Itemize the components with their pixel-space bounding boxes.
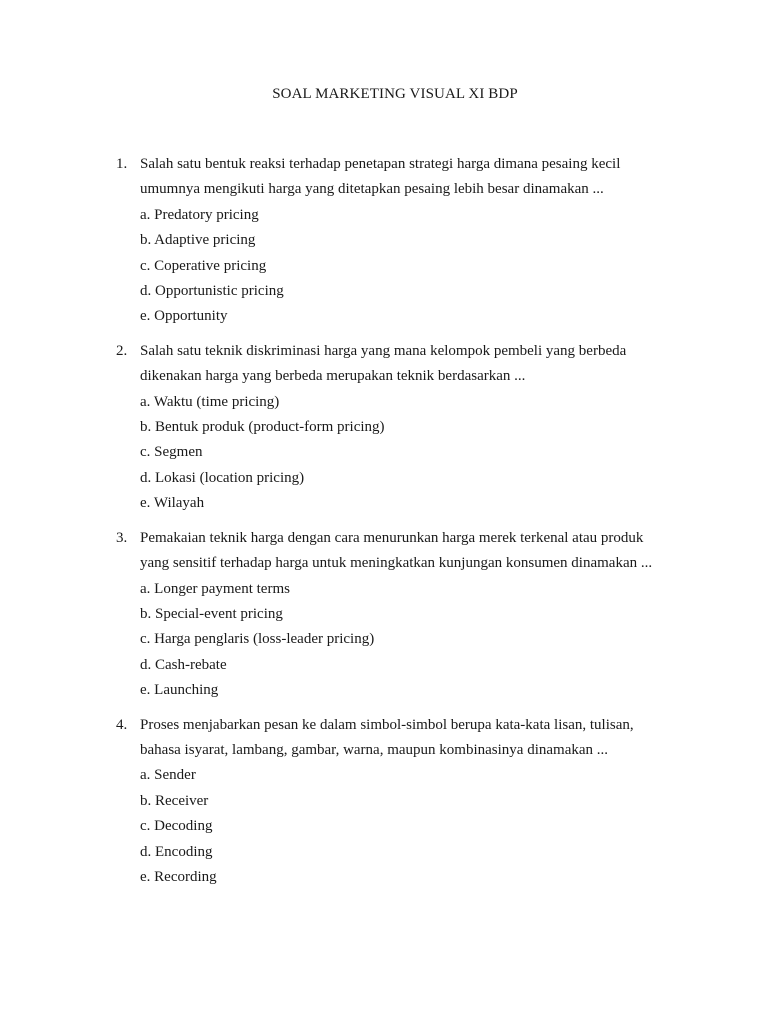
answer-option: b. Special-event pricing [140, 605, 283, 622]
answer-option: a. Predatory pricing [140, 206, 259, 223]
answer-option: b. Adaptive pricing [140, 232, 256, 249]
question-text-line: yang sensitif terhadap harga untuk meningkatkan kunjungan konsumen dinamakan ... [140, 555, 653, 572]
question-text-line: dikenakan harga yang berbeda merupakan teknik berdasarkan ... [140, 368, 526, 385]
question-item [112, 713, 702, 891]
answer-option: d. Encoding [140, 843, 213, 860]
answer-option: c. Segmen [140, 444, 203, 461]
question-text [140, 526, 702, 577]
answer-option: a. Sender [140, 767, 196, 784]
answer-option: d. Opportunistic pricing [140, 283, 284, 300]
question-text-line: Salah satu bentuk reaksi terhadap penetapan strategi harga dimana pesaing kecil [140, 156, 621, 172]
question-text-line: Proses menjabarkan pesan ke dalam simbol-simbol berupa kata-kata lisan, tulisan, [140, 716, 634, 733]
answer-option: b. Bentuk produk (product-form pricing) [140, 419, 385, 436]
question-text-line: Salah satu teknik diskriminasi harga yang mana kelompok pembeli yang berbeda [140, 342, 627, 359]
question-item [112, 339, 702, 517]
question-text [140, 152, 702, 203]
answer-option: e. Opportunity [140, 308, 228, 325]
question-text-line: bahasa isyarat, lambang, gambar, warna, maupun kombinasinya dinamakan ... [140, 741, 609, 758]
question-number: 1. [116, 156, 128, 172]
answer-option: c. Harga penglaris (loss-leader pricing) [140, 631, 375, 648]
question-text [140, 713, 702, 764]
question-number: 4. [116, 716, 128, 733]
answer-option: e. Wilayah [140, 495, 205, 512]
question-number: 3. [116, 529, 128, 546]
answer-option: c. Decoding [140, 818, 213, 835]
answer-options [140, 390, 702, 517]
answer-option: e. Launching [140, 682, 219, 699]
answer-options [140, 577, 702, 704]
answer-options [140, 203, 702, 330]
question-item [112, 526, 702, 704]
answer-option: c. Coperative pricing [140, 257, 267, 274]
answer-option: d. Cash-rebate [140, 656, 227, 673]
answer-option: d. Lokasi (location pricing) [140, 469, 305, 486]
answer-option: b. Receiver [140, 792, 209, 809]
question-text-line: umumnya mengikuti harga yang ditetapkan pesaing lebih besar dinamakan ... [140, 181, 604, 198]
question-number: 2. [116, 342, 128, 359]
question-item [112, 152, 702, 330]
answer-option: a. Waktu (time pricing) [140, 393, 280, 410]
question-text-line: Pemakaian teknik harga dengan cara menurunkan harga merek terkenal atau produk [140, 529, 644, 546]
document-title: SOAL MARKETING VISUAL XI BDP [272, 86, 518, 102]
question-list [112, 152, 702, 899]
answer-option: e. Recording [140, 868, 217, 885]
question-text [140, 339, 702, 390]
answer-option: a. Longer payment terms [140, 580, 290, 597]
answer-options [140, 763, 702, 890]
